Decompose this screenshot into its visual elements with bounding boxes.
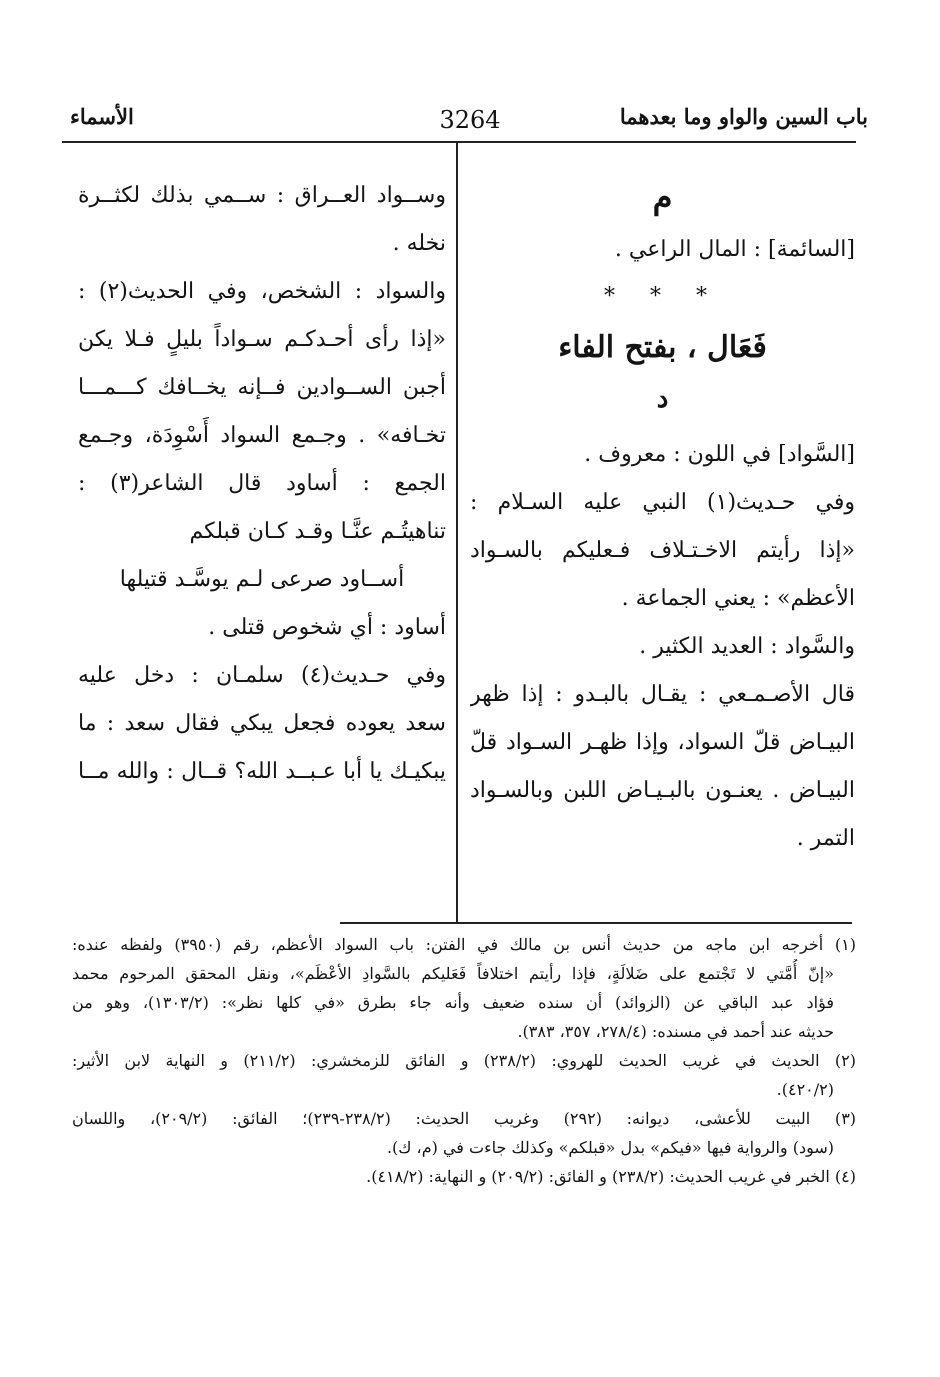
text-line: أساود : أي شخوص قتلى . <box>208 615 446 640</box>
footnote-1-cont: فؤاد عبد الباقي عن (الزوائد) أن سنده ضعيف وأنه جاء بطرق «في كلها نظر»: (١٣٠٣/٢)، وهو من <box>72 993 834 1012</box>
section-separator-stars: * * * <box>604 284 721 309</box>
text-line: أجبن الســوادين فــإنه يخــافك كـــمـــا <box>78 375 446 400</box>
entry-sawad: [السَّواد] في اللون : معروف . <box>584 442 855 467</box>
footnote-rule <box>340 922 852 924</box>
running-head-chapter: باب السين والواو وما بعدهما <box>619 104 868 129</box>
header-rule <box>62 141 856 143</box>
text-line: تخـافه» . وجـمع السواد أَسْوِدَة، وجـمع <box>78 423 446 448</box>
text-line: البيـاض قلّ السواد، وإذا ظهـر السـواد قلّ <box>470 730 855 755</box>
right-column <box>470 168 855 863</box>
text-line: التمر . <box>796 826 855 851</box>
page-number: 3264 <box>439 106 501 134</box>
text-line: سعد يعوده فجعل يبكي فقال سعد : ما <box>78 711 446 736</box>
footnote-2-cont: (٤٢٠/٢). <box>776 1080 834 1099</box>
poem-verse-2: أســاود صرعى لـم يوسَّـد قتيلها <box>119 567 405 592</box>
text-line: الأعظم» : يعني الجماعة . <box>621 586 855 611</box>
text-line: نخله . <box>392 231 446 256</box>
section-title: فَعَال ، بفتح الفاء <box>558 330 767 365</box>
text-line: وســواد العــراق : ســمي بذلك لكثــرة <box>78 183 446 208</box>
poem-verse-1: تناهيتُـم عنَّـا وقـد كـان قبلكم <box>189 519 446 544</box>
footnote-4: (٤) الخبر في غريب الحديث: (٢٣٨/٢) و الفائق: (٢٠٩/٢) و النهاية: (٤١٨/٢). <box>366 1167 856 1186</box>
running-head-section: الأسماء <box>70 104 134 129</box>
footnote-3-cont: (سود) والرواية فيها «فيكم» بدل «قبلكم» وكذلك جاءت في (م، ك). <box>386 1138 834 1157</box>
letter-heading-mim: م <box>652 178 673 216</box>
text-line: «إذا رأى أحـدكـم سـواداً بليلٍ فـلا يكن <box>78 327 446 352</box>
footnote-2: (٢) الحديث في غريب الحديث للهروي: (٢٣٨/٢) و الفائق للزمخشري: (٢١١/٢) و النهاية لابن الأثير: <box>72 1051 856 1070</box>
text-line: يبكيـك يا أبا عـبــد الله؟ قــال : والله مــا <box>78 759 446 784</box>
text-line: والسواد : الشخص، وفي الحديث(٢) : <box>78 279 446 304</box>
text-line: والسَّواد : العديد الكثير . <box>639 634 855 659</box>
text-line: وفي حـديث(١) النبي عليه السـلام : <box>470 490 855 515</box>
text-line: قال الأصـمـعي : يقـال بالبـدو : إذا ظهر <box>470 682 855 707</box>
letter-heading-dal: د <box>656 384 669 414</box>
footnote-1-cont: حديثه عند أحمد في مسنده: (٢٧٨/٤، ٣٥٧، ٣٨٣). <box>517 1022 834 1041</box>
footnote-1-cont: «إنّ أُمَّتي لا تَجْتمع على ضَلالَةٍ، فإذا رأيتم اختلافاً فَعَليكم بالسَّوادِ الأعْظَم»، ونقل المحقق المرحوم محمد <box>72 964 834 983</box>
footnote-3: (٣) البيت للأعشى، ديوانه: (٢٩٢) وغريب الحديث: (٢٣٨/٢-٢٣٩)؛ الفائق: (٢٠٩/٢)، واللسان <box>72 1109 856 1128</box>
entry-saima: [السائمة] : المال الراعي . <box>614 237 855 262</box>
column-divider <box>456 141 458 922</box>
footnotes <box>72 930 856 1191</box>
text-line: وفي حـديث(٤) سلمـان : دخل عليه <box>78 663 446 688</box>
text-line: البيـاض . يعنـون بالبـيـاض اللبن وبالسـواد <box>470 778 855 803</box>
text-line: «إذا رأيتم الاخـتـلاف فـعليكم بالسـواد <box>470 538 855 563</box>
text-line: الجمع : أساود قال الشاعر(٣) : <box>78 471 446 496</box>
left-column <box>78 172 446 796</box>
footnote-1: (١) أخرجه ابن ماجه من حديث أنس بن مالك في الفتن: باب السواد الأعظم، رقم (٣٩٥٠) ولفظه عنده: <box>72 935 856 954</box>
